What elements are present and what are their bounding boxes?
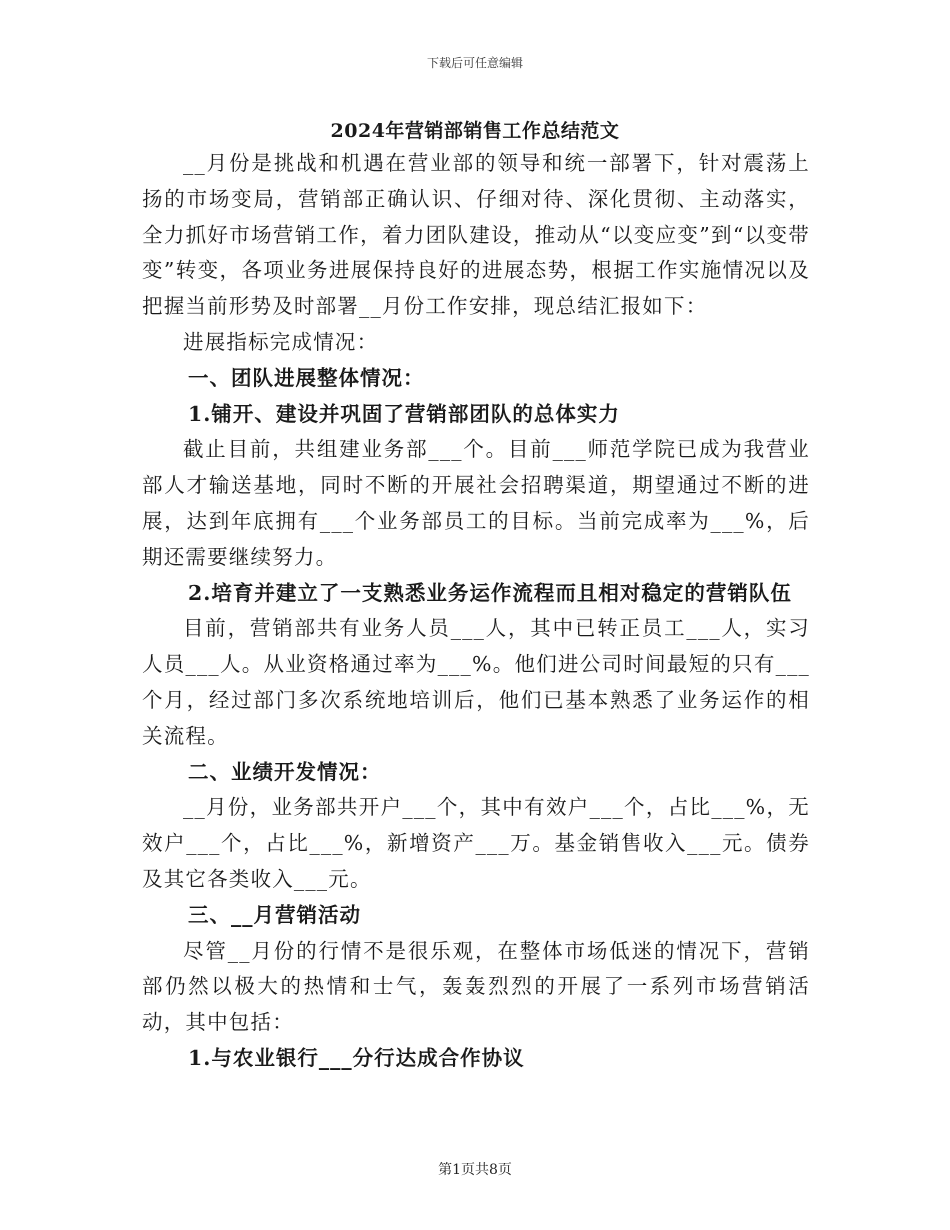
paragraph-staff: 目前，营销部共有业务人员___人，其中已转正员工___人，实习人员___人。从业资格通过率为___%。他们进公司时间最短的只有___个月，经过部门多次系统地培训后，他们已基本熟悉了业务运作的相关流程。 <box>142 616 810 748</box>
subsection-heading-1-2: 2.培育并建立了一支熟悉业务运作流程而且相对稳定的营销队伍 <box>188 580 792 605</box>
header-note: 下载后可任意编辑 <box>426 56 523 70</box>
paragraph-performance: __月份，业务部共开户___个，其中有效户___个，占比___%，无效户___个，占比___%，新增资产___万。基金销售收入___元。债券及其它各类收入___元。 <box>142 795 810 891</box>
paragraph-team-size: 截止目前，共组建业务部___个。目前___师范学院已成为我营业部人才输送基地，同时不断的开展社会招聘渠道，期望通过不断的进展，达到年底拥有___个业务部员工的目标。当前完成率为___%，后期还需要继续努力。 <box>142 437 810 569</box>
section-heading-3: 三、__月营销活动 <box>188 902 361 927</box>
subsection-heading-1-1: 1.铺开、建设并巩固了营销部团队的总体实力 <box>188 401 620 426</box>
document-body <box>142 146 810 1077</box>
paragraph-progress-label: 进展指标完成情况： <box>183 329 379 354</box>
document-title: 2024年营销部销售工作总结范文 <box>330 120 620 142</box>
page-number-footer: 第1页共8页 <box>438 1162 512 1178</box>
paragraph-activities: 尽管__月份的行情不是很乐观，在整体市场低迷的情况下，营销部仍然以极大的热情和士气，轰轰烈烈的开展了一系列市场营销活动，其中包括： <box>142 938 810 1035</box>
section-heading-1: 一、团队进展整体情况： <box>188 365 425 390</box>
paragraph-intro: __月份是挑战和机遇在营业部的领导和统一部署下，针对震荡上扬的市场变局，营销部正确认识、仔细对待、深化贯彻、主动落实，全力抓好市场营销工作，着力团队建设，推动从“以变应变”到“以变带变”转变，各项业务进展保持良好的进展态势，根据工作实施情况以及把握当前形势及时部署__月份工作安排，现总结汇报如下： <box>142 151 810 319</box>
section-heading-2: 二、业绩开发情况： <box>188 759 382 784</box>
subsection-heading-3-1: 1.与农业银行___分行达成合作协议 <box>188 1045 525 1070</box>
